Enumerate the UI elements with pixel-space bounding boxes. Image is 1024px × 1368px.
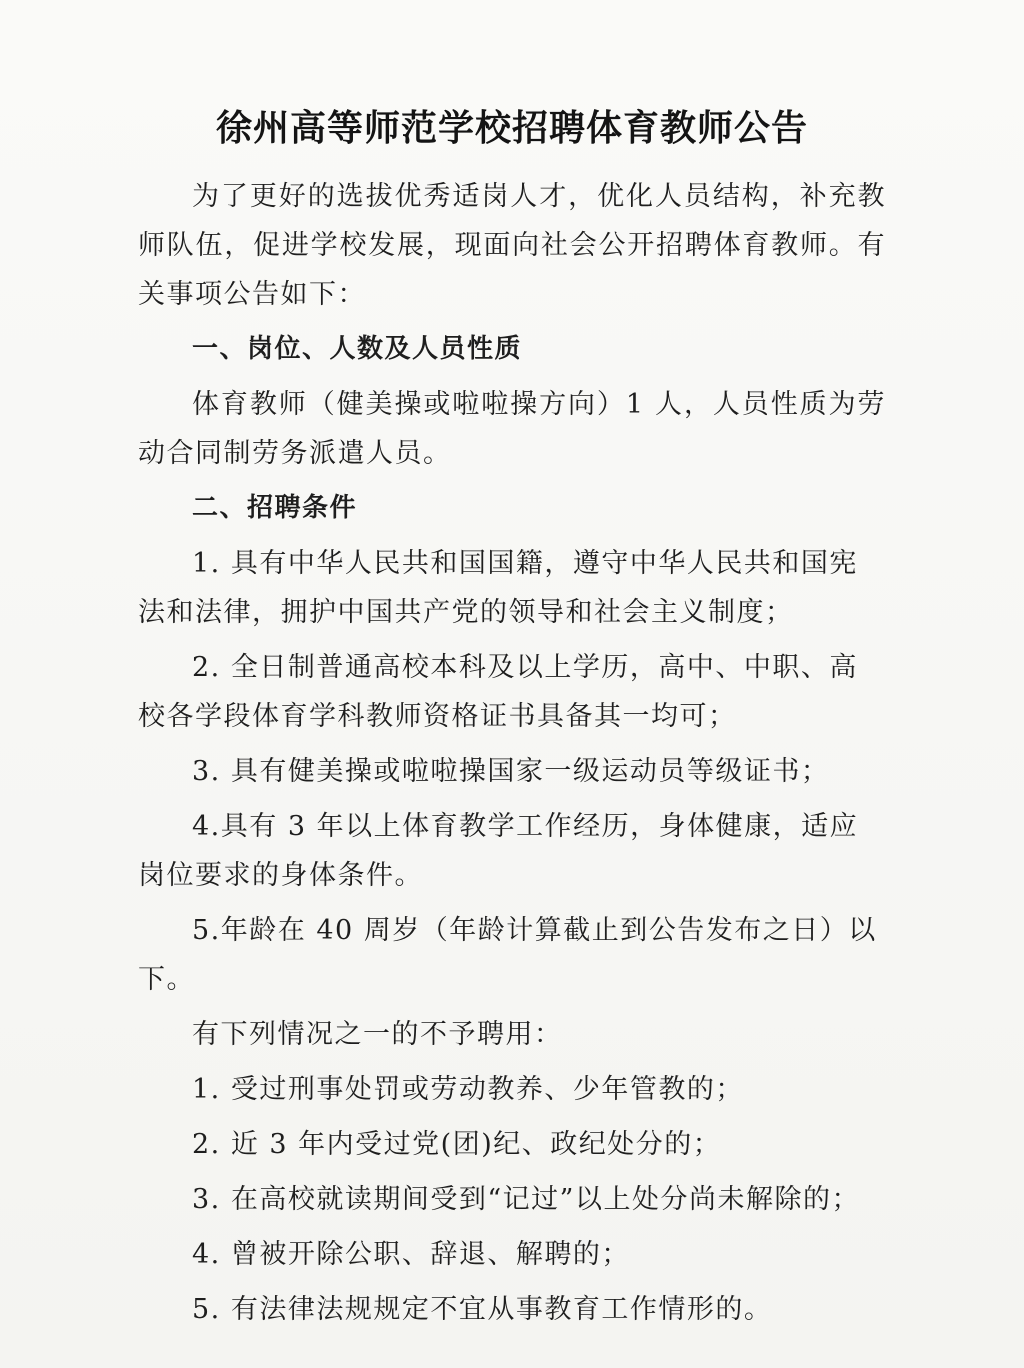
exclusion-item: 4. 曾被开除公职、辞退、解聘的； (192, 1239, 630, 1270)
exclusions-heading: 有下列情况之一的不予聘用： (192, 1019, 563, 1050)
document-title: 徐州高等师范学校招聘体育教师公告 (215, 108, 808, 149)
exclusion-item: 2. 近 3 年内受过党(团)纪、政纪处分的； (192, 1129, 722, 1160)
condition-item: 4.具有 3 年以上体育教学工作经历，身体健康，适应岗位要求的身体条件。 (138, 811, 859, 891)
intro-paragraph: 为了更好的选拔优秀适岗人才，优化人员结构，补充教师队伍，促进学校发展，现面向社会公开招聘体育教师。有关事项公告如下： (138, 181, 886, 310)
document-body (138, 172, 886, 1334)
condition-item: 3. 具有健美操或啦啦操国家一级运动员等级证书； (192, 756, 830, 787)
section-heading-positions: 一、岗位、人数及人员性质 (192, 334, 523, 364)
condition-item: 2. 全日制普通高校本科及以上学历，高中、中职、高校各学段体育学科教师资格证书具备其一均可； (138, 652, 858, 732)
section-heading-conditions: 二、招聘条件 (192, 493, 358, 523)
condition-item: 5.年龄在 40 周岁（年龄计算截止到公告发布之日）以下。 (138, 915, 877, 995)
exclusion-item: 3. 在高校就读期间受到“记过”以上处分尚未解除的； (192, 1184, 860, 1215)
condition-item: 1. 具有中华人民共和国国籍，遵守中华人民共和国宪法和法律，拥护中国共产党的领导和社会主义制度； (138, 548, 858, 628)
exclusion-item: 1. 受过刑事处罚或劳动教养、少年管教的； (192, 1074, 744, 1105)
positions-paragraph: 体育教师（健美操或啦啦操方向）1 人，人员性质为劳动合同制劳务派遣人员。 (138, 389, 886, 469)
exclusion-item: 5. 有法律法规规定不宜从事教育工作情形的。 (192, 1294, 773, 1325)
